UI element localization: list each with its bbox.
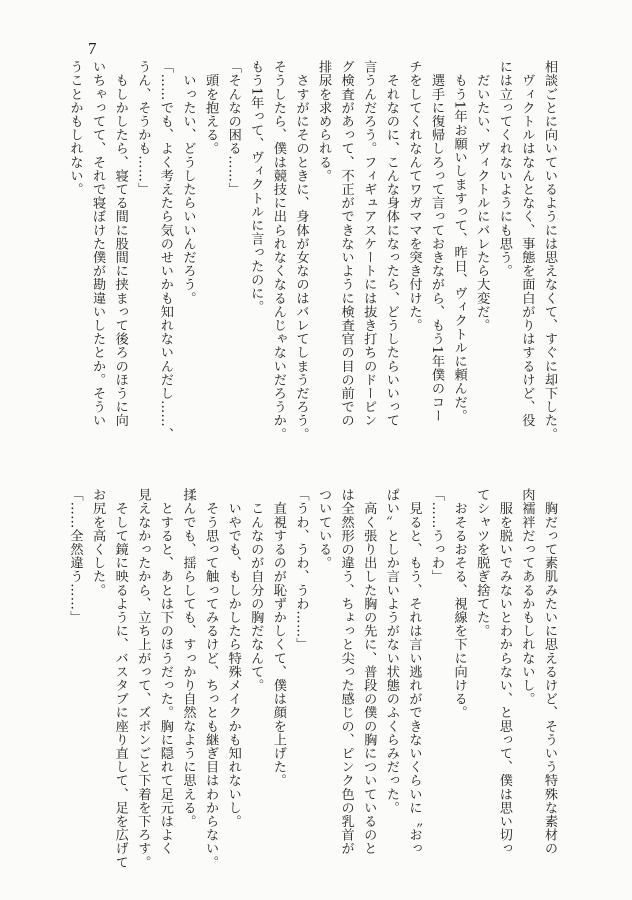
bottom-text-line: お尻を高くした。 xyxy=(90,488,106,597)
bottom-text-line: とすると、あとは下のほうだった。胸に隠れて足元はよく xyxy=(157,488,173,856)
bottom-text-line: 高く張り出した胸の先に、普段の僕の胸についているのと xyxy=(361,488,377,856)
top-text-line: チをしてくれなんてワガママを突き付けた。 xyxy=(406,60,422,332)
top-text-line: ヴィクトルはなんとなく、事態を面白がりはするけど、役 xyxy=(519,60,535,428)
text-block-top xyxy=(63,60,560,460)
top-text-line: 言うんだろう。フィギュアスケートには抜き打ちのドーピン xyxy=(361,60,377,428)
top-text-line: いったい、どうしたらいいんだろう。 xyxy=(180,60,196,305)
top-text-line: さすがにそのときに、身体が女なのはバレてしまうだろう。 xyxy=(293,60,309,441)
bottom-text-line: そして鏡に映るように、バスタブに座り直して、足を広げて xyxy=(112,488,128,869)
page-number: 7 xyxy=(88,39,97,58)
bottom-text-line: こんなのが自分の胸だなんて。 xyxy=(248,488,264,692)
bottom-text-line: 直視するのが恥ずかしくて、僕は顔を上げた。 xyxy=(270,488,286,788)
top-text-line: グ検査があって、不正ができないように検査官の目の前での xyxy=(338,60,354,428)
top-text-line: には立ってくれないようにも思う。 xyxy=(496,60,512,278)
bottom-text-line: そう思って触ってみるけど、ちっとも継ぎ目はわからない。 xyxy=(203,488,219,869)
bottom-text-line: 「……全然違う……」 xyxy=(67,488,83,624)
bottom-text-line: は全然形の違う、ちょっと尖った感じの、ピンク色の乳首が xyxy=(338,488,354,856)
bottom-text-line: 見えなかったから、立ち上がって、ズボンごと下着を下ろす。 xyxy=(135,488,151,869)
top-text-line: 選手に復帰しろって言っておきながら、もう1年僕のコー xyxy=(429,60,445,423)
bottom-text-line: 肉襦袢だってあるかもしれないし。 xyxy=(519,488,535,706)
top-text-line: いちゃってて、それで寝ぼけた僕が勘違いしたとか。そうい xyxy=(90,60,106,428)
top-text-line: そうしたら、僕は競技に出られなくなるんじゃないだろうか。 xyxy=(270,60,286,441)
top-text-line: 「……でも、よく考えたら気のせいかも知れないんだし……、 xyxy=(157,60,173,441)
bottom-text-line: 胸だって素肌みたいに思えるけど、そういう特殊な素材の xyxy=(542,488,557,856)
text-block-bottom xyxy=(63,488,560,888)
top-text-line: 「そんなの困る……」 xyxy=(225,60,241,196)
bottom-text-line: おそるおそる、視線を下に向ける。 xyxy=(451,488,467,720)
bottom-text-line: てシャツを脱ぎ捨てた。 xyxy=(474,488,490,638)
top-text-line: それなのに、こんな身体になったら、どうしたらいいって xyxy=(383,60,399,428)
bottom-text-line: 服を脱いでみないとわからない、と思って、僕は思い切っ xyxy=(496,488,512,856)
bottom-text-line: 揉んでも、揺らしても、すっかり自然なように思える。 xyxy=(180,488,196,828)
top-text-line: うん、そうかも……」 xyxy=(135,60,151,196)
top-text-line: もう1年って、ヴィクトルに言ったのに。 xyxy=(248,60,264,314)
top-text-line: だいたい、ヴィクトルにバレたら大変だ。 xyxy=(474,60,490,332)
top-text-line: 頭を抱える。 xyxy=(203,60,219,156)
bottom-text-line: ぱい〟としか言いようがない状態のふくらみだった。 xyxy=(383,488,399,815)
top-text-line: 相談ごとに向いているようには思えなくて、すぐに却下した。 xyxy=(542,60,557,441)
bottom-text-line: いやでも、もしかしたら特殊メイクかも知れないし。 xyxy=(225,488,241,828)
bottom-text-line: 「……うっわ」 xyxy=(429,488,445,584)
bottom-text-line: 見ると、もう、それは言い逃れができないくらいに〝おっ xyxy=(406,488,422,856)
bottom-text-line: 「うわ、うわ、うわ……」 xyxy=(293,488,309,652)
top-text-line: もう1年お願いしますって、昨日、ヴィクトルに頼んだ。 xyxy=(451,60,467,423)
bottom-text-line: ついている。 xyxy=(316,488,332,570)
top-text-line: もしかしたら、寝てる間に股間に挟まって後ろのほうに向 xyxy=(112,60,128,428)
top-text-line: うことかもしれない。 xyxy=(67,60,83,196)
top-text-line: 排尿を求められる。 xyxy=(316,60,332,183)
